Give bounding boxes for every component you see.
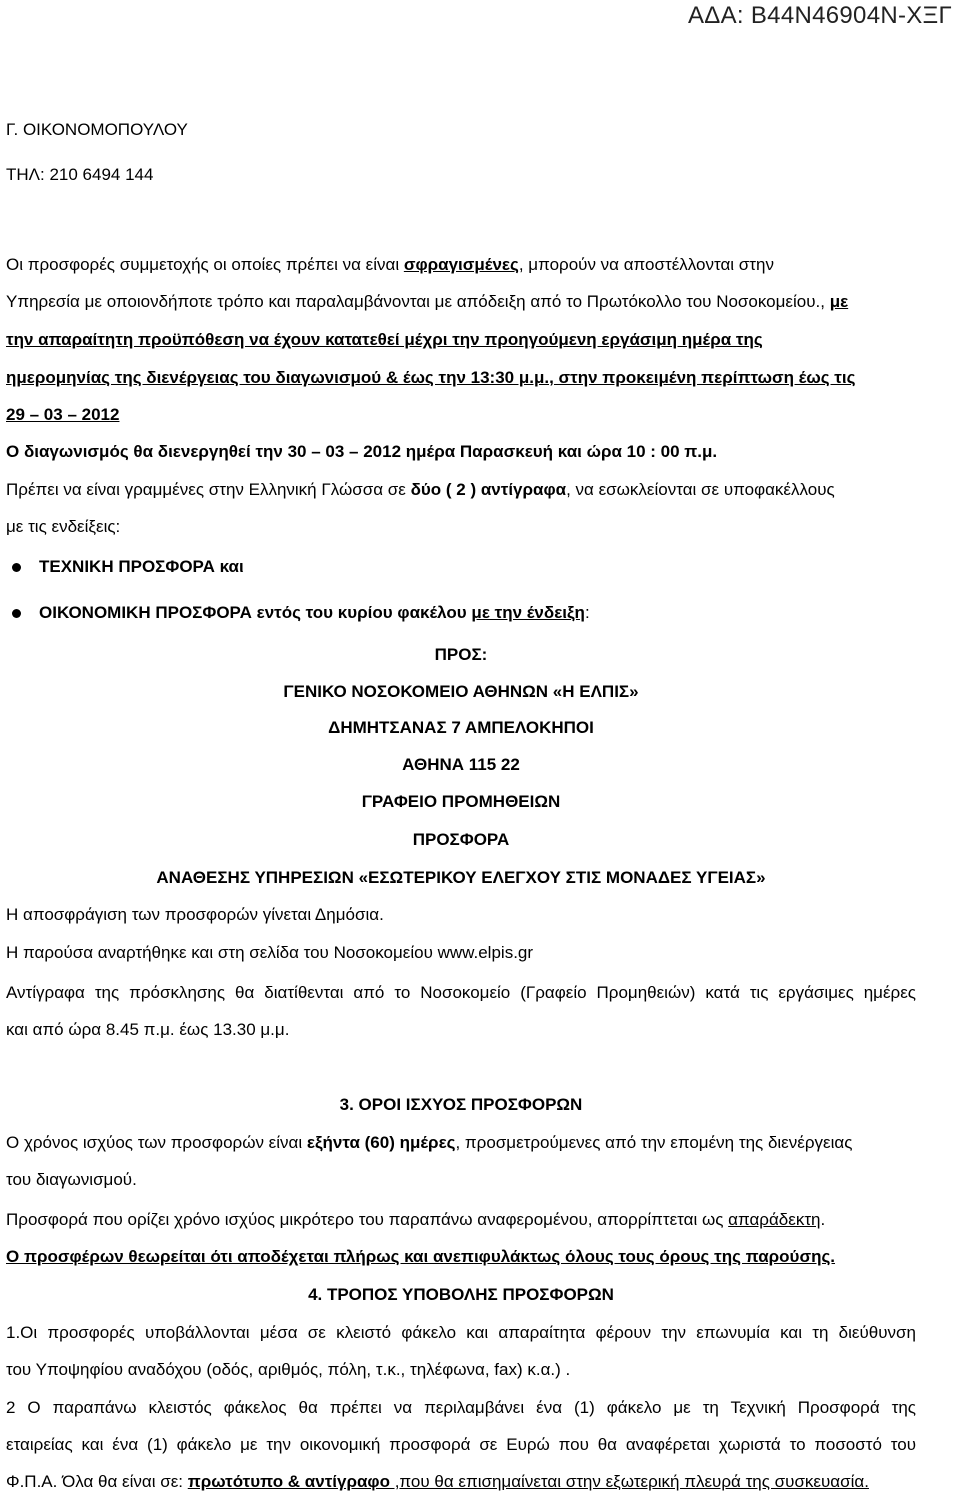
intro-line-2 — [6, 292, 848, 312]
bullet-technical: ΤΕΧΝΙΚΗ ΠΡΟΣΦΟΡΑ και — [39, 557, 244, 576]
bullet-icon — [12, 563, 21, 572]
intro-text: Οι προσφορές συμμετοχής οι οποίες πρέπει να είναι — [6, 255, 404, 274]
validity-emphasis: εξήντα (60) ημέρες — [306, 1133, 456, 1152]
bullet-icon — [12, 609, 21, 618]
intro-text: Υπηρεσία με οποιονδήποτε τρόπο και παραλαμβάνονται με απόδειξη από το Πρωτόκολλο του Νοσοκομείου., — [6, 292, 830, 311]
section-3-p1 — [6, 1133, 852, 1153]
contact-phone: ΤΗΛ: 210 6494 144 — [6, 165, 154, 184]
deadline-date: 29 – 03 – 2012 — [6, 405, 120, 424]
note-website: Η παρούσα αναρτήθηκε και στη σελίδα του Νοσοκομείου www.elpis.gr — [6, 943, 534, 962]
copies-emphasis: δύο ( 2 ) αντίγραφα — [410, 480, 567, 499]
rejected-emphasis: απαράδεκτη — [728, 1210, 821, 1229]
section-4-p1: 1.Οι προσφορές υποβάλλονται μέσα σε κλειστό φάκελο και απαραίτητα φέρουν την επωνυμία και τη διεύθυνση — [6, 1323, 916, 1342]
address-street: ΔΗΜΗΤΣΑΝΑΣ 7 ΑΜΠΕΛΟΚΗΠΟΙ — [328, 718, 594, 737]
section-4-p4: εταιρείας και ένα (1) φάκελο με την οικονομική προσφορά σε Ευρώ που θα αναφέρεται χωριστά το ποσοστό του — [6, 1435, 916, 1454]
original-copy-emphasis: πρωτότυπο & αντίγραφο — [187, 1472, 390, 1491]
sealed-emphasis: σφραγισμένες — [403, 255, 519, 274]
contact-name: Γ. ΟΙΚΟΝΟΜΟΠΟΥΛΟΥ — [6, 120, 188, 139]
section-text: Προσφορά που ορίζει χρόνο ισχύος μικρότερο του παραπάνω αναφερομένου, απορρίπτεται ως — [6, 1210, 729, 1229]
address-hospital: ΓΕΝΙΚΟ ΝΟΣΟΚΟΜΕΙΟ ΑΘΗΝΩΝ «Η ΕΛΠΙΣ» — [283, 682, 639, 701]
section-4-p5 — [6, 1472, 869, 1492]
section-text: Φ.Π.Α. Όλα θα είναι σε: — [6, 1472, 188, 1491]
section-4-p2: του Υποψηφίου αναδόχου (οδός, αριθμός, πόλη, τ.κ., τηλέφωνα, fax) κ.α.) . — [6, 1360, 571, 1379]
intro-line-4: ημερομηνίας της διενέργειας του διαγωνισμού & έως την 13:30 μ.μ., στην προκειμένη περίπτωση έως τις — [6, 368, 856, 387]
section-text: Ο χρόνος ισχύος των προσφορών είναι — [6, 1133, 307, 1152]
intro-text: , να εσωκλείονται σε υποφακέλλους — [566, 480, 835, 499]
section-4-heading: 4. ΤΡΟΠΟΣ ΥΠΟΒΟΛΗΣ ΠΡΟΣΦΟΡΩΝ — [308, 1285, 614, 1304]
section-3-p4: Ο προσφέρων θεωρείται ότι αποδέχεται πλήρως και ανεπιφυλάκτως όλους τους όρους της παρούσης. — [6, 1247, 836, 1266]
note-hours: και από ώρα 8.45 π.μ. έως 13.30 μ.μ. — [6, 1020, 290, 1039]
note-opening: Η αποσφράγιση των προσφορών γίνεται Δημόσια. — [6, 905, 384, 924]
section-text: . — [820, 1210, 826, 1229]
intro-text: , μπορούν να αποστέλλονται στην — [518, 255, 774, 274]
section-text: ,που θα επισημαίνεται στην εξωτερική πλευρά της συσκευασία. — [389, 1472, 869, 1491]
address-city: ΑΘΗΝΑ 115 22 — [402, 755, 520, 774]
note-copies: Αντίγραφα της πρόσκλησης θα διατίθενται από το Νοσοκομείο (Γραφείο Προμηθειών) κατά τις εργάσιμες ημέρες — [6, 983, 916, 1002]
condition-emphasis: με — [829, 292, 849, 311]
indication-emphasis: με την ένδειξη — [471, 603, 585, 622]
bullet-text: ΟΙΚΟΝΟΜΙΚΗ ΠΡΟΣΦΟΡΑ εντός του κυρίου φακέλου — [39, 603, 472, 622]
intro-text: Πρέπει να είναι γραμμένες στην Ελληνική Γλώσσα σε — [6, 480, 411, 499]
intro-line-8: με τις ενδείξεις: — [6, 517, 121, 536]
section-text: , προσμετρούμενες από την επομένη της διενέργειας — [455, 1133, 853, 1152]
intro-line-7 — [6, 480, 835, 500]
address-office: ΓΡΑΦΕΙΟ ΠΡΟΜΗΘΕΙΩΝ — [361, 792, 561, 811]
intro-line-1 — [6, 255, 774, 275]
intro-line-3: την απαραίτητη προϋπόθεση να έχουν κατατεθεί μέχρι την προηγούμενη εργάσιμη ημέρα της — [6, 330, 763, 349]
address-offer: ΠΡΟΣΦΟΡΑ — [412, 830, 510, 849]
address-to: ΠΡΟΣ: — [434, 645, 488, 664]
ada-code: ΑΔΑ: Β44Ν46904Ν-ΧΞΓ — [687, 2, 952, 29]
section-3-p3 — [6, 1210, 825, 1230]
bullet-text: : — [584, 603, 590, 622]
section-4-p3: 2 Ο παραπάνω κλειστός φάκελος θα πρέπει να περιλαμβάνει ένα (1) φάκελο με τη Τεχνική Προσφορά της — [6, 1398, 916, 1417]
section-3-heading: 3. ΟΡΟΙ ΙΣΧΥΟΣ ΠΡΟΣΦΟΡΩΝ — [339, 1095, 583, 1114]
section-3-p2: του διαγωνισμού. — [6, 1170, 137, 1189]
bullet-financial — [39, 603, 590, 623]
tender-date: Ο διαγωνισμός θα διενεργηθεί την 30 – 03 – 2012 ημέρα Παρασκευή και ώρα 10 : 00 π.μ. — [6, 442, 718, 461]
address-subject: ΑΝΑΘΕΣΗΣ ΥΠΗΡΕΣΙΩΝ «ΕΣΩΤΕΡΙΚΟΥ ΕΛΕΓΧΟΥ ΣΤΙΣ ΜΟΝΑΔΕΣ ΥΓΕΙΑΣ» — [156, 868, 766, 887]
